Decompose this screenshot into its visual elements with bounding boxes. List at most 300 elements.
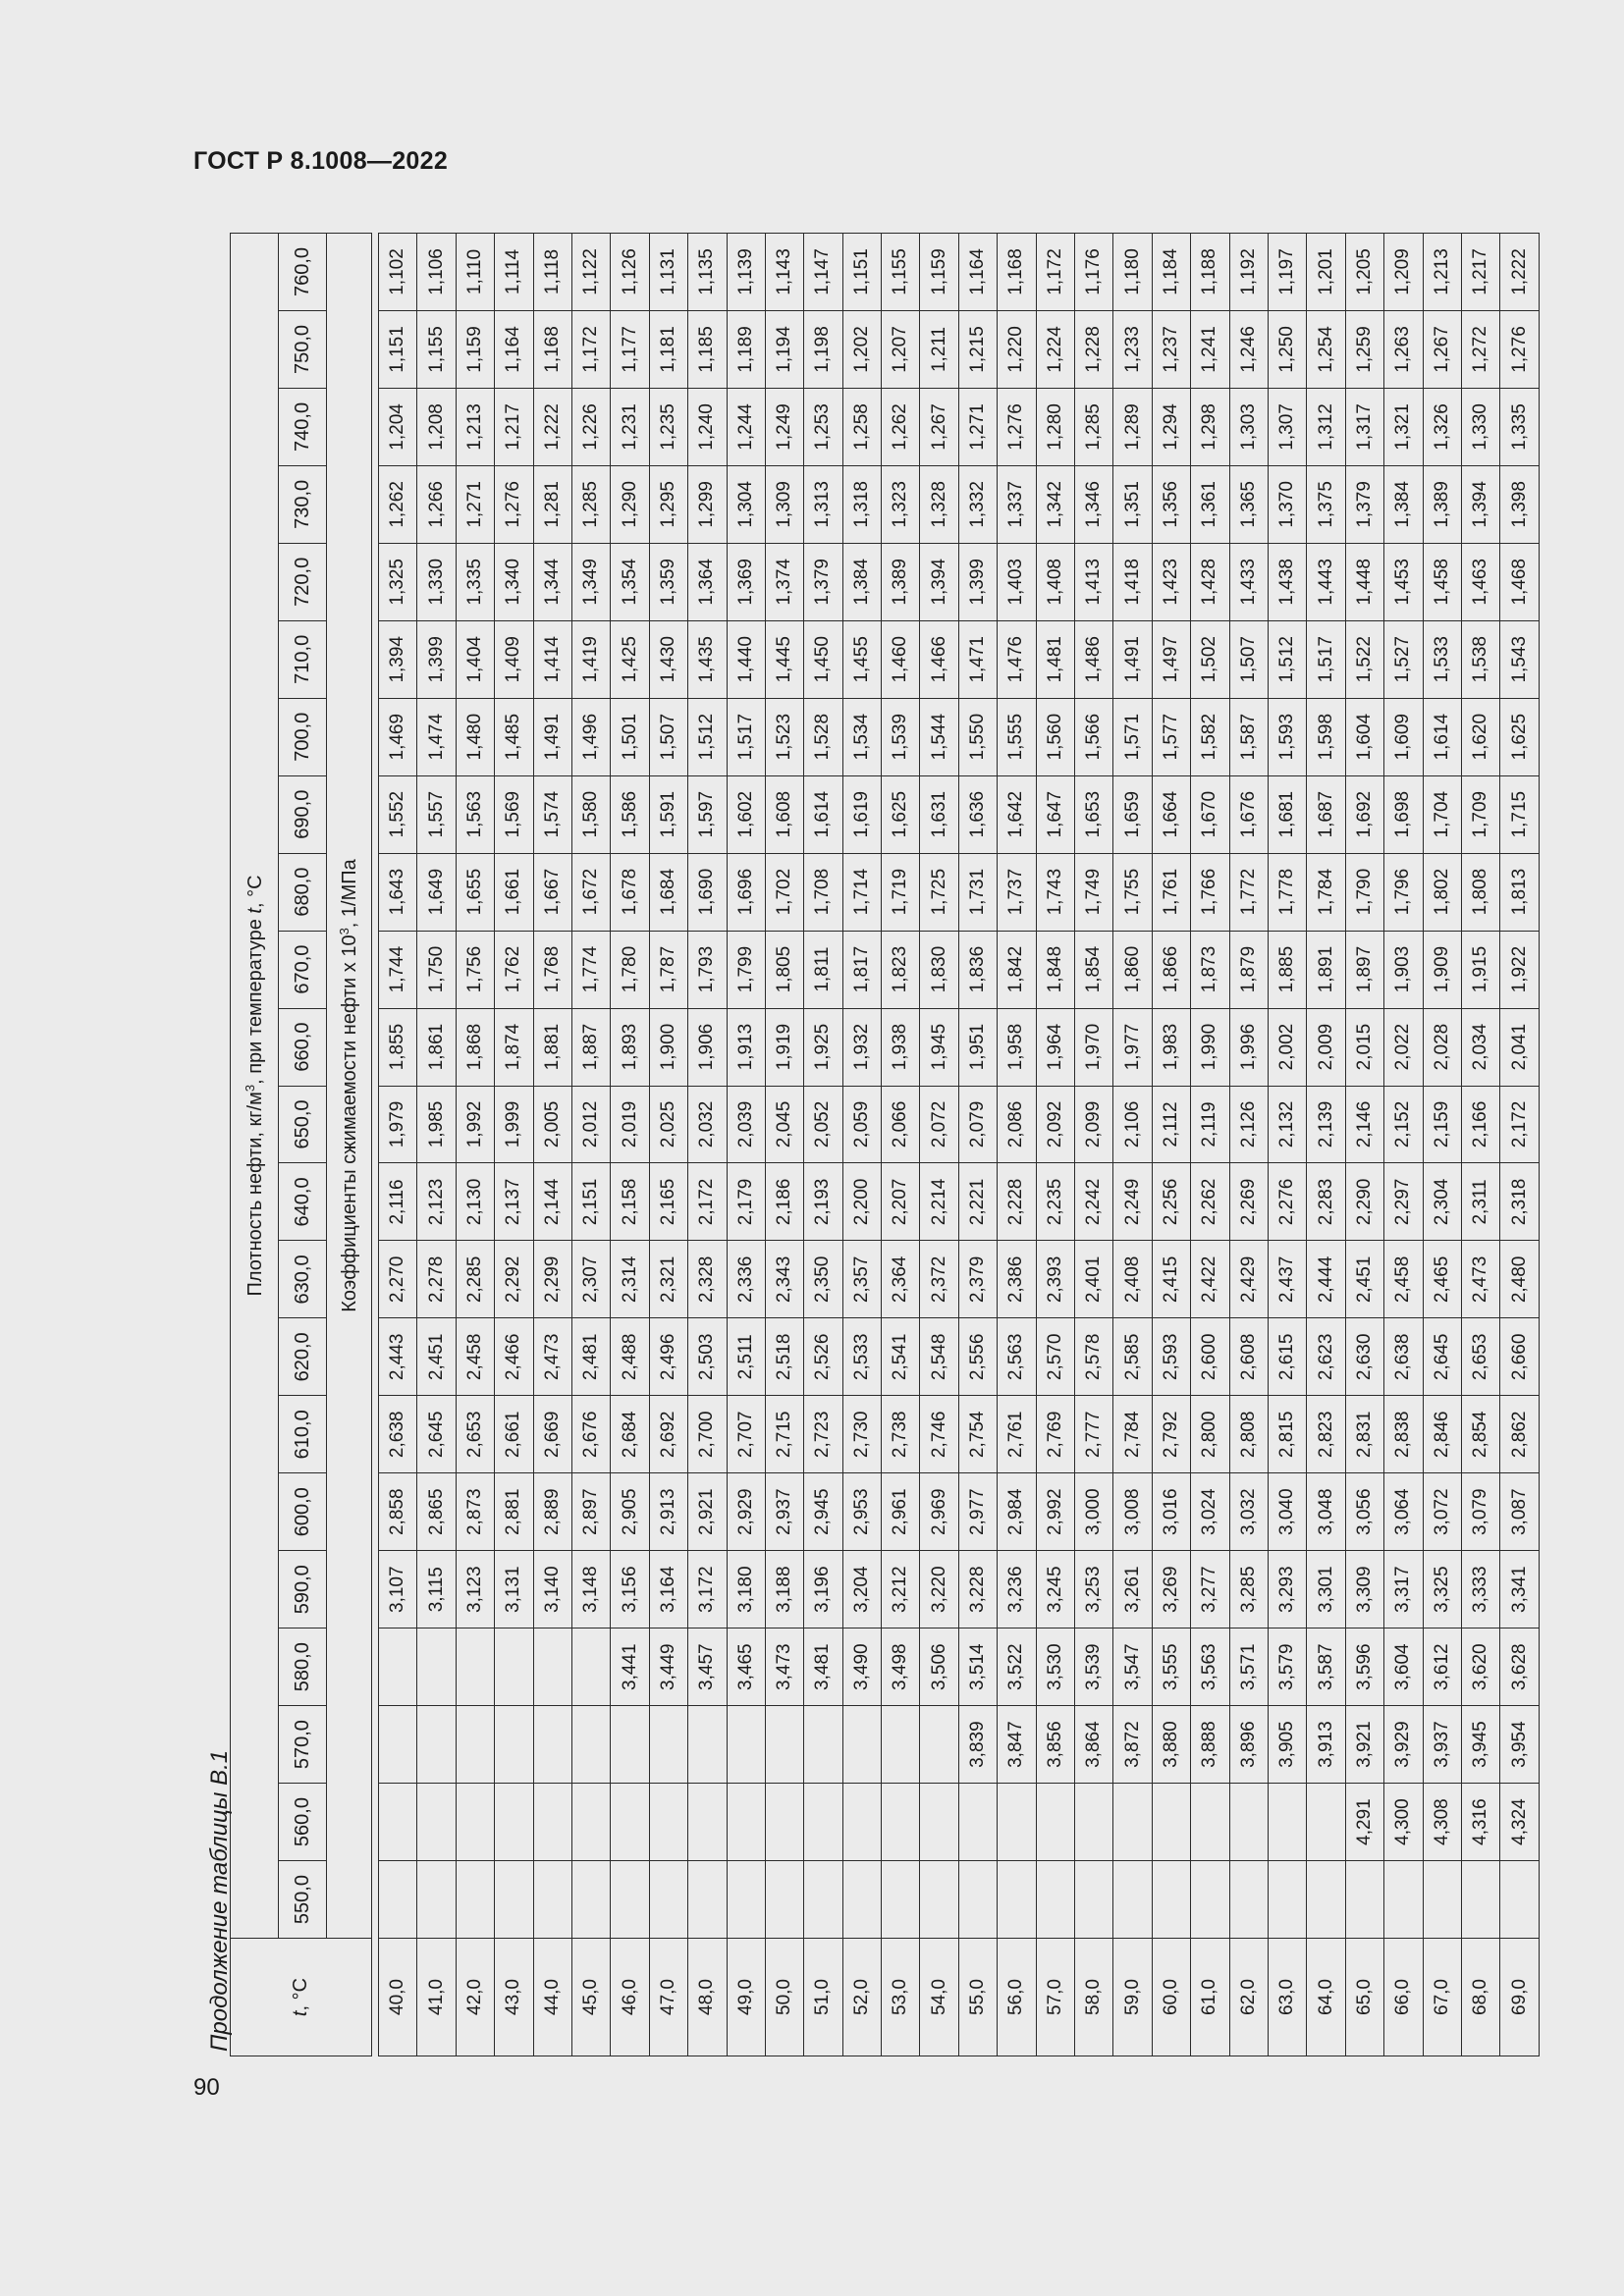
coefficient-cell: 2,269 <box>1229 1163 1268 1241</box>
coefficient-cell: 1,951 <box>958 1008 997 1086</box>
coefficient-cell: 2,451 <box>417 1318 456 1396</box>
coefficient-cell: 2,653 <box>1461 1318 1499 1396</box>
coefficient-cell: 1,868 <box>456 1008 494 1086</box>
coefficient-cell: 1,346 <box>1075 465 1113 543</box>
table-row <box>1191 234 1229 2056</box>
coefficient-cell: 1,317 <box>1345 388 1383 465</box>
coefficient-cell: 1,891 <box>1307 931 1345 1008</box>
coefficient-cell: 1,458 <box>1423 543 1461 620</box>
temperature-cell: 46,0 <box>611 1939 649 2056</box>
coefficient-cell: 1,208 <box>417 388 456 465</box>
coefficient-cell: 1,481 <box>1036 620 1074 698</box>
coefficient-cell: 1,176 <box>1075 234 1113 311</box>
coefficient-cell <box>495 1629 533 1706</box>
coefficient-cell: 3,490 <box>842 1629 881 1706</box>
coefficient-cell <box>495 1784 533 1861</box>
temperature-cell: 47,0 <box>649 1939 687 2056</box>
coefficient-cell: 1,438 <box>1268 543 1306 620</box>
coefficient-cell: 1,414 <box>533 620 571 698</box>
coefficient-cell: 3,612 <box>1423 1629 1461 1706</box>
coefficient-cell: 2,458 <box>1384 1241 1423 1318</box>
coefficient-cell <box>379 1861 417 1939</box>
coefficient-cell <box>688 1706 727 1784</box>
coefficient-cell: 1,517 <box>727 698 765 775</box>
coefficient-cell: 1,569 <box>495 775 533 853</box>
coefficient-cell: 1,749 <box>1075 853 1113 931</box>
coefficient-cell: 1,823 <box>882 931 920 1008</box>
coefficient-cell: 1,614 <box>804 775 842 853</box>
coefficient-cell: 2,172 <box>688 1163 727 1241</box>
coefficient-cell: 1,267 <box>1423 310 1461 388</box>
coefficient-cell: 1,497 <box>1152 620 1190 698</box>
coefficient-cell: 1,222 <box>533 388 571 465</box>
coefficient-cell: 2,299 <box>533 1241 571 1318</box>
coefficient-cell: 1,325 <box>379 543 417 620</box>
coefficient-cell: 2,028 <box>1423 1008 1461 1086</box>
coefficient-cell: 2,660 <box>1500 1318 1539 1396</box>
table-row <box>958 234 997 2056</box>
table-row <box>920 234 958 2056</box>
coefficient-cell: 2,496 <box>649 1318 687 1396</box>
coefficient-cell: 1,394 <box>920 543 958 620</box>
coefficient-cell: 2,019 <box>611 1086 649 1163</box>
coefficient-cell <box>1113 1784 1152 1861</box>
coefficient-cell: 1,731 <box>958 853 997 931</box>
coefficient-cell: 1,189 <box>727 310 765 388</box>
density-column-header: 610,0 <box>279 1396 327 1473</box>
coefficient-cell: 2,921 <box>688 1473 727 1551</box>
coefficient-cell: 1,159 <box>920 234 958 311</box>
coefficient-cell: 2,112 <box>1152 1086 1190 1163</box>
coefficient-cell: 2,992 <box>1036 1473 1074 1551</box>
coefficient-cell: 2,015 <box>1345 1008 1383 1086</box>
table-row <box>417 234 456 2056</box>
coefficient-cell: 1,280 <box>1036 388 1074 465</box>
coefficient-cell: 2,977 <box>958 1473 997 1551</box>
coefficient-cell: 3,123 <box>456 1551 494 1629</box>
coefficient-cell: 1,259 <box>1345 310 1383 388</box>
temperature-cell: 56,0 <box>998 1939 1036 2056</box>
coefficient-cell: 1,330 <box>1461 388 1499 465</box>
coefficient-cell: 1,332 <box>958 465 997 543</box>
coefficient-cell: 2,881 <box>495 1473 533 1551</box>
coefficient-cell: 1,262 <box>379 465 417 543</box>
coefficient-cell <box>571 1629 610 1706</box>
table-row <box>533 234 571 2056</box>
coefficient-cell: 1,817 <box>842 931 881 1008</box>
coefficient-cell: 1,715 <box>1500 775 1539 853</box>
coefficient-cell <box>882 1861 920 1939</box>
coefficient-cell: 1,887 <box>571 1008 610 1086</box>
coefficient-cell: 3,563 <box>1191 1629 1229 1706</box>
table-row <box>379 234 417 2056</box>
coefficient-cell: 2,186 <box>765 1163 803 1241</box>
coefficient-cell: 1,522 <box>1345 620 1383 698</box>
coefficient-cell: 2,350 <box>804 1241 842 1318</box>
coefficient-cell: 1,250 <box>1268 310 1306 388</box>
coefficient-cell: 2,276 <box>1268 1163 1306 1241</box>
temperature-cell: 54,0 <box>920 1939 958 2056</box>
coefficient-cell: 2,746 <box>920 1396 958 1473</box>
density-column-header: 670,0 <box>279 931 327 1008</box>
coefficient-cell: 2,593 <box>1152 1318 1190 1396</box>
coefficient-cell: 2,623 <box>1307 1318 1345 1396</box>
coefficient-cell: 1,687 <box>1307 775 1345 853</box>
table-row <box>765 234 803 2056</box>
table-row <box>571 234 610 2056</box>
coefficient-cell: 1,708 <box>804 853 842 931</box>
coefficient-cell: 2,214 <box>920 1163 958 1241</box>
coefficient-cell: 2,897 <box>571 1473 610 1551</box>
coefficient-cell <box>804 1861 842 1939</box>
coefficient-cell <box>920 1706 958 1784</box>
table-row <box>456 234 494 2056</box>
coefficient-cell: 2,984 <box>998 1473 1036 1551</box>
coefficient-cell: 1,778 <box>1268 853 1306 931</box>
coefficient-cell: 1,631 <box>920 775 958 853</box>
coefficient-cell: 1,321 <box>1384 388 1423 465</box>
coefficient-cell: 1,335 <box>1500 388 1539 465</box>
coefficient-cell: 1,647 <box>1036 775 1074 853</box>
coefficient-cell: 1,625 <box>1500 698 1539 775</box>
coefficient-cell <box>1152 1861 1190 1939</box>
coefficient-cell: 2,009 <box>1307 1008 1345 1086</box>
coefficient-cell: 4,308 <box>1423 1784 1461 1861</box>
coefficient-cell: 2,144 <box>533 1163 571 1241</box>
coefficient-cell: 1,774 <box>571 931 610 1008</box>
coefficient-cell: 1,328 <box>920 465 958 543</box>
coefficient-cell: 3,514 <box>958 1629 997 1706</box>
coefficient-cell: 1,903 <box>1384 931 1423 1008</box>
temperature-cell: 59,0 <box>1113 1939 1152 2056</box>
density-column-header: 660,0 <box>279 1008 327 1086</box>
coefficient-cell: 1,560 <box>1036 698 1074 775</box>
coefficient-cell <box>1345 1861 1383 1939</box>
temperature-cell: 51,0 <box>804 1939 842 2056</box>
coefficient-cell: 3,056 <box>1345 1473 1383 1551</box>
coefficient-cell: 2,336 <box>727 1241 765 1318</box>
coefficient-cell: 1,725 <box>920 853 958 931</box>
coefficient-cell: 1,226 <box>571 388 610 465</box>
coefficient-cell: 2,235 <box>1036 1163 1074 1241</box>
coefficient-cell: 3,880 <box>1152 1706 1190 1784</box>
coefficient-cell: 1,202 <box>842 310 881 388</box>
coefficient-cell: 1,258 <box>842 388 881 465</box>
coefficient-cell: 1,620 <box>1461 698 1499 775</box>
coefficient-cell <box>456 1784 494 1861</box>
coefficient-cell: 1,448 <box>1345 543 1383 620</box>
coefficient-cell: 1,544 <box>920 698 958 775</box>
table-row <box>1500 234 1539 2056</box>
coefficient-cell: 1,207 <box>882 310 920 388</box>
coefficient-cell: 3,457 <box>688 1629 727 1706</box>
coefficient-cell <box>571 1784 610 1861</box>
coefficient-cell: 1,231 <box>611 388 649 465</box>
coefficient-cell: 1,433 <box>1229 543 1268 620</box>
coefficient-cell: 1,211 <box>920 310 958 388</box>
coefficient-cell: 1,428 <box>1191 543 1229 620</box>
density-column-header: 570,0 <box>279 1706 327 1784</box>
coefficient-cell: 1,237 <box>1152 310 1190 388</box>
document-standard-header: ГОСТ Р 8.1008—2022 <box>193 147 449 175</box>
coefficient-cell: 2,707 <box>727 1396 765 1473</box>
coefficient-cell: 1,276 <box>1500 310 1539 388</box>
temperature-cell: 67,0 <box>1423 1939 1461 2056</box>
coefficient-cell: 2,379 <box>958 1241 997 1318</box>
coefficient-cell: 2,669 <box>533 1396 571 1473</box>
coefficient-cell: 2,408 <box>1113 1241 1152 1318</box>
coefficient-cell: 1,217 <box>1461 234 1499 311</box>
temperature-cell: 63,0 <box>1268 1939 1306 2056</box>
coefficient-cell: 1,304 <box>727 465 765 543</box>
coefficient-cell: 1,512 <box>1268 620 1306 698</box>
coefficient-cell: 1,164 <box>495 310 533 388</box>
coefficient-cell: 1,224 <box>1036 310 1074 388</box>
coefficient-cell <box>1423 1861 1461 1939</box>
temperature-cell: 52,0 <box>842 1939 881 2056</box>
coefficient-cell: 2,585 <box>1113 1318 1152 1396</box>
coefficient-cell: 3,236 <box>998 1551 1036 1629</box>
coefficient-cell: 2,012 <box>571 1086 610 1163</box>
coefficient-cell <box>1075 1784 1113 1861</box>
coefficient-cell: 1,557 <box>417 775 456 853</box>
coefficient-cell: 1,772 <box>1229 853 1268 931</box>
coefficient-cell: 2,262 <box>1191 1163 1229 1241</box>
coefficient-cell: 2,815 <box>1268 1396 1306 1473</box>
coefficient-cell: 1,552 <box>379 775 417 853</box>
coefficient-cell: 1,860 <box>1113 931 1152 1008</box>
coefficient-cell: 3,277 <box>1191 1551 1229 1629</box>
coefficient-cell <box>649 1861 687 1939</box>
coefficient-cell: 1,609 <box>1384 698 1423 775</box>
coefficient-cell <box>842 1861 881 1939</box>
coefficient-cell: 1,861 <box>417 1008 456 1086</box>
coefficient-cell: 2,386 <box>998 1241 1036 1318</box>
coefficient-cell <box>495 1706 533 1784</box>
coefficient-cell: 3,441 <box>611 1629 649 1706</box>
coefficient-cell: 1,714 <box>842 853 881 931</box>
temperature-cell: 44,0 <box>533 1939 571 2056</box>
coefficient-cell: 3,596 <box>1345 1629 1383 1706</box>
coefficient-cell: 1,964 <box>1036 1008 1074 1086</box>
coefficient-cell: 3,040 <box>1268 1473 1306 1551</box>
coefficient-cell: 2,364 <box>882 1241 920 1318</box>
coefficient-cell: 2,099 <box>1075 1086 1113 1163</box>
coefficient-cell: 1,205 <box>1345 234 1383 311</box>
coefficient-cell <box>571 1861 610 1939</box>
coefficient-cell: 2,638 <box>379 1396 417 1473</box>
coefficient-cell: 2,838 <box>1384 1396 1423 1473</box>
coefficient-cell: 1,330 <box>417 543 456 620</box>
coefficient-cell: 2,653 <box>456 1396 494 1473</box>
coefficient-cell: 3,032 <box>1229 1473 1268 1551</box>
coefficient-cell: 1,909 <box>1423 931 1461 1008</box>
coefficient-cell: 3,325 <box>1423 1551 1461 1629</box>
coefficient-cell: 2,106 <box>1113 1086 1152 1163</box>
coefficient-cell <box>417 1784 456 1861</box>
coefficient-cell: 1,271 <box>958 388 997 465</box>
coefficient-cell: 3,864 <box>1075 1706 1113 1784</box>
coefficient-cell <box>379 1629 417 1706</box>
coefficient-cell: 3,571 <box>1229 1629 1268 1706</box>
density-column-header: 740,0 <box>279 388 327 465</box>
coefficient-cell: 2,645 <box>417 1396 456 1473</box>
coefficient-cell: 2,314 <box>611 1241 649 1318</box>
coefficient-cell: 4,300 <box>1384 1784 1423 1861</box>
coefficient-cell: 3,180 <box>727 1551 765 1629</box>
coefficient-cell: 1,696 <box>727 853 765 931</box>
coefficient-cell: 1,879 <box>1229 931 1268 1008</box>
coefficient-cell: 1,180 <box>1113 234 1152 311</box>
coefficient-cell: 1,379 <box>804 543 842 620</box>
coefficient-cell: 3,317 <box>1384 1551 1423 1629</box>
coefficient-cell: 1,636 <box>958 775 997 853</box>
coefficient-cell: 1,587 <box>1229 698 1268 775</box>
coefficient-cell: 3,604 <box>1384 1629 1423 1706</box>
coefficient-cell: 1,642 <box>998 775 1036 853</box>
coefficient-cell: 1,399 <box>958 543 997 620</box>
coefficient-cell: 1,213 <box>1423 234 1461 311</box>
coefficient-cell: 1,450 <box>804 620 842 698</box>
coefficient-cell: 2,158 <box>611 1163 649 1241</box>
coefficient-cell <box>1036 1861 1074 1939</box>
coefficient-cell: 1,855 <box>379 1008 417 1086</box>
coefficient-cell: 3,929 <box>1384 1706 1423 1784</box>
coefficient-cell: 2,179 <box>727 1163 765 1241</box>
coefficient-cell: 1,249 <box>765 388 803 465</box>
coefficient-cell: 3,579 <box>1268 1629 1306 1706</box>
temperature-cell: 68,0 <box>1461 1939 1499 2056</box>
coefficient-cell: 1,418 <box>1113 543 1152 620</box>
coefficient-cell: 1,958 <box>998 1008 1036 1086</box>
coefficient-cell: 3,888 <box>1191 1706 1229 1784</box>
coefficient-cell: 3,253 <box>1075 1551 1113 1629</box>
coefficient-cell <box>1229 1784 1268 1861</box>
coefficient-cell: 3,228 <box>958 1551 997 1629</box>
coefficient-cell: 1,681 <box>1268 775 1306 853</box>
coefficient-cell: 1,389 <box>882 543 920 620</box>
coefficient-cell: 2,692 <box>649 1396 687 1473</box>
coefficient-cell: 1,709 <box>1461 775 1499 853</box>
density-column-header: 690,0 <box>279 775 327 853</box>
table-row <box>1075 234 1113 2056</box>
coefficient-cell: 1,159 <box>456 310 494 388</box>
coefficient-cell: 1,664 <box>1152 775 1190 853</box>
coefficient-cell: 1,702 <box>765 853 803 931</box>
coefficient-cell: 2,321 <box>649 1241 687 1318</box>
density-column-header: 710,0 <box>279 620 327 698</box>
coefficient-cell: 3,024 <box>1191 1473 1229 1551</box>
temperature-cell: 57,0 <box>1036 1939 1074 2056</box>
coefficient-cell: 1,228 <box>1075 310 1113 388</box>
coefficient-cell: 1,244 <box>727 388 765 465</box>
coefficient-cell: 1,698 <box>1384 775 1423 853</box>
coefficient-cell: 1,670 <box>1191 775 1229 853</box>
coefficient-cell: 2,800 <box>1191 1396 1229 1473</box>
density-column-header: 730,0 <box>279 465 327 543</box>
coefficient-cell <box>765 1706 803 1784</box>
density-column-header: 580,0 <box>279 1629 327 1706</box>
table-row <box>1229 234 1268 2056</box>
coefficient-cell: 1,756 <box>456 931 494 1008</box>
coefficient-cell: 1,684 <box>649 853 687 931</box>
density-column-header: 560,0 <box>279 1784 327 1861</box>
coefficient-cell: 2,715 <box>765 1396 803 1473</box>
coefficient-cell: 1,527 <box>1384 620 1423 698</box>
table-row <box>998 234 1036 2056</box>
coefficient-cell: 2,738 <box>882 1396 920 1473</box>
coefficient-cell: 2,401 <box>1075 1241 1113 1318</box>
coefficient-cell: 2,130 <box>456 1163 494 1241</box>
coefficient-cell: 1,512 <box>688 698 727 775</box>
coefficient-cell: 3,164 <box>649 1551 687 1629</box>
coefficient-cell: 1,692 <box>1345 775 1383 853</box>
coefficient-cell: 3,522 <box>998 1629 1036 1706</box>
coefficient-cell: 2,518 <box>765 1318 803 1396</box>
coefficient-cell: 2,684 <box>611 1396 649 1473</box>
coefficient-cell: 2,393 <box>1036 1241 1074 1318</box>
coefficient-cell: 1,453 <box>1384 543 1423 620</box>
coefficient-cell: 1,155 <box>882 234 920 311</box>
coefficient-cell: 2,608 <box>1229 1318 1268 1396</box>
coefficient-cell: 1,842 <box>998 931 1036 1008</box>
coefficient-cell: 1,597 <box>688 775 727 853</box>
coefficient-cell: 2,723 <box>804 1396 842 1473</box>
density-column-header: 600,0 <box>279 1473 327 1551</box>
temperature-cell: 43,0 <box>495 1939 533 2056</box>
density-column-header: 650,0 <box>279 1086 327 1163</box>
coefficient-cell <box>765 1861 803 1939</box>
coefficient-cell: 1,574 <box>533 775 571 853</box>
coefficient-cell: 2,146 <box>1345 1086 1383 1163</box>
header-separator <box>372 234 379 2056</box>
coefficient-cell <box>1036 1784 1074 1861</box>
temperature-cell: 64,0 <box>1307 1939 1345 2056</box>
coefficient-cell: 3,309 <box>1345 1551 1383 1629</box>
coefficient-cell: 2,792 <box>1152 1396 1190 1473</box>
coefficient-cell: 1,147 <box>804 234 842 311</box>
coefficient-cell: 1,139 <box>727 234 765 311</box>
coefficient-cell: 1,217 <box>495 388 533 465</box>
coefficient-cell: 3,555 <box>1152 1629 1190 1706</box>
coefficient-cell: 2,953 <box>842 1473 881 1551</box>
coefficient-cell: 2,318 <box>1500 1163 1539 1241</box>
coefficient-cell: 1,215 <box>958 310 997 388</box>
temperature-cell: 69,0 <box>1500 1939 1539 2056</box>
coefficient-cell: 1,335 <box>456 543 494 620</box>
coefficient-cell: 1,151 <box>842 234 881 311</box>
coefficient-cell: 2,221 <box>958 1163 997 1241</box>
coefficient-cell: 2,511 <box>727 1318 765 1396</box>
coefficient-cell: 1,577 <box>1152 698 1190 775</box>
coefficient-cell: 1,805 <box>765 931 803 1008</box>
coefficient-cell: 2,086 <box>998 1086 1036 1163</box>
coefficient-cell: 2,151 <box>571 1163 610 1241</box>
coefficient-cell: 2,249 <box>1113 1163 1152 1241</box>
coefficient-cell: 3,473 <box>765 1629 803 1706</box>
coefficient-cell: 1,197 <box>1268 234 1306 311</box>
density-column-header: 630,0 <box>279 1241 327 1318</box>
coefficient-cell: 2,123 <box>417 1163 456 1241</box>
coefficient-cell: 2,079 <box>958 1086 997 1163</box>
coefficient-cell: 1,802 <box>1423 853 1461 931</box>
coefficient-cell: 2,458 <box>456 1318 494 1396</box>
coefficient-cell <box>533 1784 571 1861</box>
coefficient-cell: 2,615 <box>1268 1318 1306 1396</box>
coefficient-cell: 3,333 <box>1461 1551 1499 1629</box>
coefficient-cell: 1,866 <box>1152 931 1190 1008</box>
coefficient-cell: 2,808 <box>1229 1396 1268 1473</box>
